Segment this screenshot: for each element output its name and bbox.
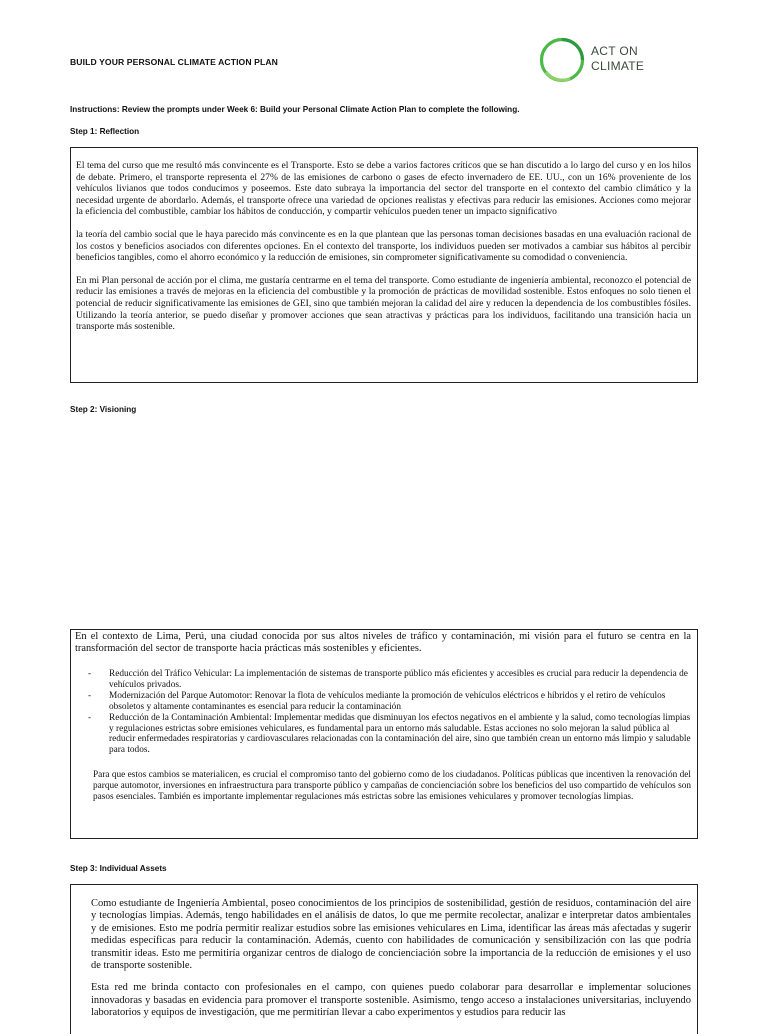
step1-response-box <box>70 147 698 383</box>
ring-logo-icon <box>537 35 587 85</box>
step2-bullet-list <box>75 669 691 756</box>
step2-heading: Step 2: Visioning <box>70 405 137 414</box>
logo-line-2: CLIMATE <box>591 59 645 73</box>
step2-intro: En el contexto de Lima, Perú, una ciudad conocida por sus altos niveles de tráfico y contaminación, mi visión para el futuro se centra en la transformación del sector de transporte hacia prácticas más sostenibles y eficientes. <box>75 631 691 654</box>
step1-paragraph: la teoría del cambio social que le haya parecido más convincente es en la que plantean que las personas toman decisiones basadas en una evaluación racional de los costos y beneficios asociados con diferentes opciones. En el contexto del transporte, los individuos pueden ser motivados a cambiar sus hábitos al percibir beneficios tangibles, como el ahorro económico y la reducción de emisiones, sin comprometer significativamente su comodidad o conveniencia. <box>76 228 691 264</box>
step3-response-box <box>70 884 698 1034</box>
step3-heading: Step 3: Individual Assets <box>70 864 167 873</box>
list-item: - Reducción de la Contaminación Ambiental: Implementar medidas que disminuyan los efectos negativos en el ambiente y la salud, como tecnologías limpias y regulaciones estrictas sobre emisiones vehiculares, es fundamental para un entorno más saludable. Estas acciones no solo mejoran la salud pública al reducir enfermedades respiratorias y cardiovasculares relacionadas con la contaminación del aire, sino que también crean un entorno más limpio y saludable para todos. <box>109 713 691 757</box>
list-item: - Modernización del Parque Automotor: Renovar la flota de vehículos mediante la promoción de vehículos eléctricos e híbridos y el retiro de vehículos obsoletos y altamente contaminantes es esencial para reducir la contaminación <box>109 691 691 713</box>
step2-closing: Para que estos cambios se materialicen, es crucial el compromiso tanto del gobierno como de los ciudadanos. Políticas públicas que incentiven la renovación del parque automotor, inversiones en infraestructura para transporte público y campañas de concienciación sobre los beneficios del uso compartido de vehículos son pasos esenciales. También es importante implementar regulaciones más estrictas sobre las emisiones vehiculares y promover tecnologías limpias. <box>93 770 691 803</box>
step1-heading: Step 1: Reflection <box>70 127 140 136</box>
logo-line-1: ACT ON <box>591 44 638 58</box>
step3-paragraph: Como estudiante de Ingeniería Ambiental, poseo conocimientos de los principios de sostenibilidad, gestión de residuos, contaminación del aire y tecnologías limpias. Además, tengo habilidades en el análisis de datos, lo que me permite recolectar, analizar e interpretar datos ambientales y de emisiones. Esto me podría permitir realizar estudios sobre las emisiones vehiculares en Lima, identificar las áreas más afectadas y sugerir medidas específicas para reducir la contaminación. Además, cuento con habilidades de comunicación y sensibilización con las que podría transmitir ideas. Esto me permitiría organizar centros de dialogo de concienciación sobre la importancia de la reducción de emisiones y el uso de transporte sostenible. <box>91 898 691 972</box>
act-on-climate-logo <box>537 35 657 87</box>
list-item: - Reducción del Tráfico Vehicular: La implementación de sistemas de transporte público más eficientes y accesibles es crucial para reducir la dependencia de vehículos privados. <box>109 669 691 691</box>
document-title: BUILD YOUR PERSONAL CLIMATE ACTION PLAN <box>70 57 278 67</box>
step2-response-box <box>70 629 698 839</box>
step1-paragraph: En mi Plan personal de acción por el clima, me gustaría centrarme en el tema del transporte. Como estudiante de ingeniería ambiental, reconozco el potencial de reducir las emisiones a través de mejoras en la eficiencia del combustible y la promoción de prácticas de movilidad sostenible. Estos enfoques no solo tienen el potencial de reducir significativamente las emisiones de GEI, sino que también mejoran la calidad del aire y reducen la dependencia de los combustibles fósiles. Utilizando la teoría anterior, se puedo diseñar y promover acciones que sean atractivas y prácticas para los individuos, facilitando una transición hacia un transporte más sostenible. <box>76 274 691 333</box>
instructions-text: Instructions: Review the prompts under Week 6: Build your Personal Climate Action Plan to complete the following. <box>70 105 520 114</box>
step3-paragraph: Esta red me brinda contacto con profesionales en el campo, con quienes puedo colaborar para desarrollar e implementar soluciones innovadoras y basadas en evidencia para promover el transporte sostenible. Asimismo, tengo acceso a instalaciones universitarias, incluyendo laboratorios y equipos de investigación, que me permitirían llevar a cabo experimentos y estudios para reducir las <box>91 982 691 1019</box>
step1-paragraph: El tema del curso que me resultó más convincente es el Transporte. Esto se debe a varios factores críticos que se han discutido a lo largo del curso y en los hilos de debate. Primero, el transporte representa el 27% de las emisiones de carbono o gases de efecto invernadero de EE. UU., con un 16% proveniente de los vehículos livianos que todos conducimos y poseemos. Este dato subraya la importancia del sector del transporte en el contexto del cambio climático y la necesidad urgente de abordarlo. Además, el transporte ofrece una variedad de opciones realistas y efectivas para reducir las emisiones. Acciones como mejorar la eficiencia del combustible, cambiar los hábitos de conducción, y compartir vehículos pueden tener un impacto significativo <box>76 160 691 218</box>
